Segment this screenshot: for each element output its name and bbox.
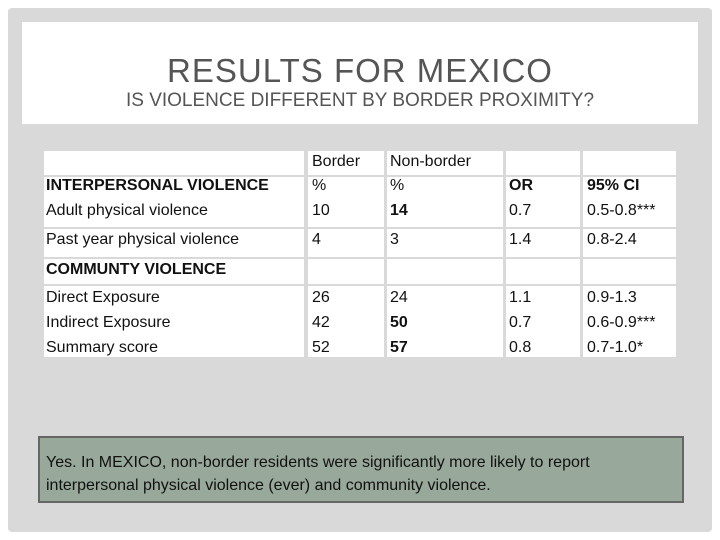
cell-ci: 0.9-1.3 xyxy=(587,289,637,306)
cell-nonborder: 50 xyxy=(390,314,408,331)
slide-subtitle: IS VIOLENCE DIFFERENT BY BORDER PROXIMITY? xyxy=(125,90,595,111)
row-label: Adult physical violence xyxy=(46,202,208,219)
cell-nonborder: 57 xyxy=(390,339,408,356)
cell-ci: 0.7-1.0* xyxy=(587,339,644,356)
cell-or: 0.7 xyxy=(509,202,532,219)
cell-border: 26 xyxy=(312,289,330,306)
table-cell xyxy=(506,151,580,175)
header-or: OR xyxy=(509,177,533,194)
header-ci: 95% CI xyxy=(587,177,640,194)
header-nonborder: Non-border xyxy=(390,153,471,170)
table-cell xyxy=(387,259,503,284)
slide-title: RESULTS FOR MEXICO xyxy=(167,52,553,89)
cell-ci: 0.6-0.9*** xyxy=(587,314,656,331)
cell-border: 42 xyxy=(312,314,330,331)
conclusion-text: Yes. In MEXICO, non-border residents were significantly more likely to report interpersonal physical violence (ever) and community violence. xyxy=(46,454,590,494)
header-border: Border xyxy=(312,153,361,170)
table-cell xyxy=(387,229,503,257)
section-community-label: COMMUNTY VIOLENCE xyxy=(46,261,227,278)
cell-nonborder: 24 xyxy=(390,289,408,306)
table-cell xyxy=(506,259,580,284)
cell-ci: 0.5-0.8*** xyxy=(587,202,656,219)
cell-nonborder: 14 xyxy=(390,202,408,219)
cell-or: 0.8 xyxy=(509,339,532,356)
conclusion-box xyxy=(38,436,684,503)
cell-nonborder: 3 xyxy=(390,231,399,248)
cell-border: 10 xyxy=(312,202,330,219)
table-cell xyxy=(44,151,304,175)
cell-or: 1.4 xyxy=(509,231,532,248)
cell-border: 4 xyxy=(312,231,321,248)
table-cell xyxy=(308,259,384,284)
header-border-percent: % xyxy=(312,177,327,194)
cell-or: 1.1 xyxy=(509,289,532,306)
cell-or: 0.7 xyxy=(509,314,532,331)
title-area xyxy=(22,22,698,124)
row-label: Indirect Exposure xyxy=(46,314,171,331)
table-cell xyxy=(583,259,676,284)
table-cell xyxy=(583,151,676,175)
section-interpersonal-label: INTERPERSONAL VIOLENCE xyxy=(46,177,269,194)
row-label: Direct Exposure xyxy=(46,289,160,306)
row-label: Past year physical violence xyxy=(46,231,239,248)
header-nonborder-percent: % xyxy=(390,177,405,194)
row-label: Summary score xyxy=(46,339,159,356)
cell-border: 52 xyxy=(312,339,330,356)
cell-ci: 0.8-2.4 xyxy=(587,231,637,248)
results-table xyxy=(42,149,678,359)
